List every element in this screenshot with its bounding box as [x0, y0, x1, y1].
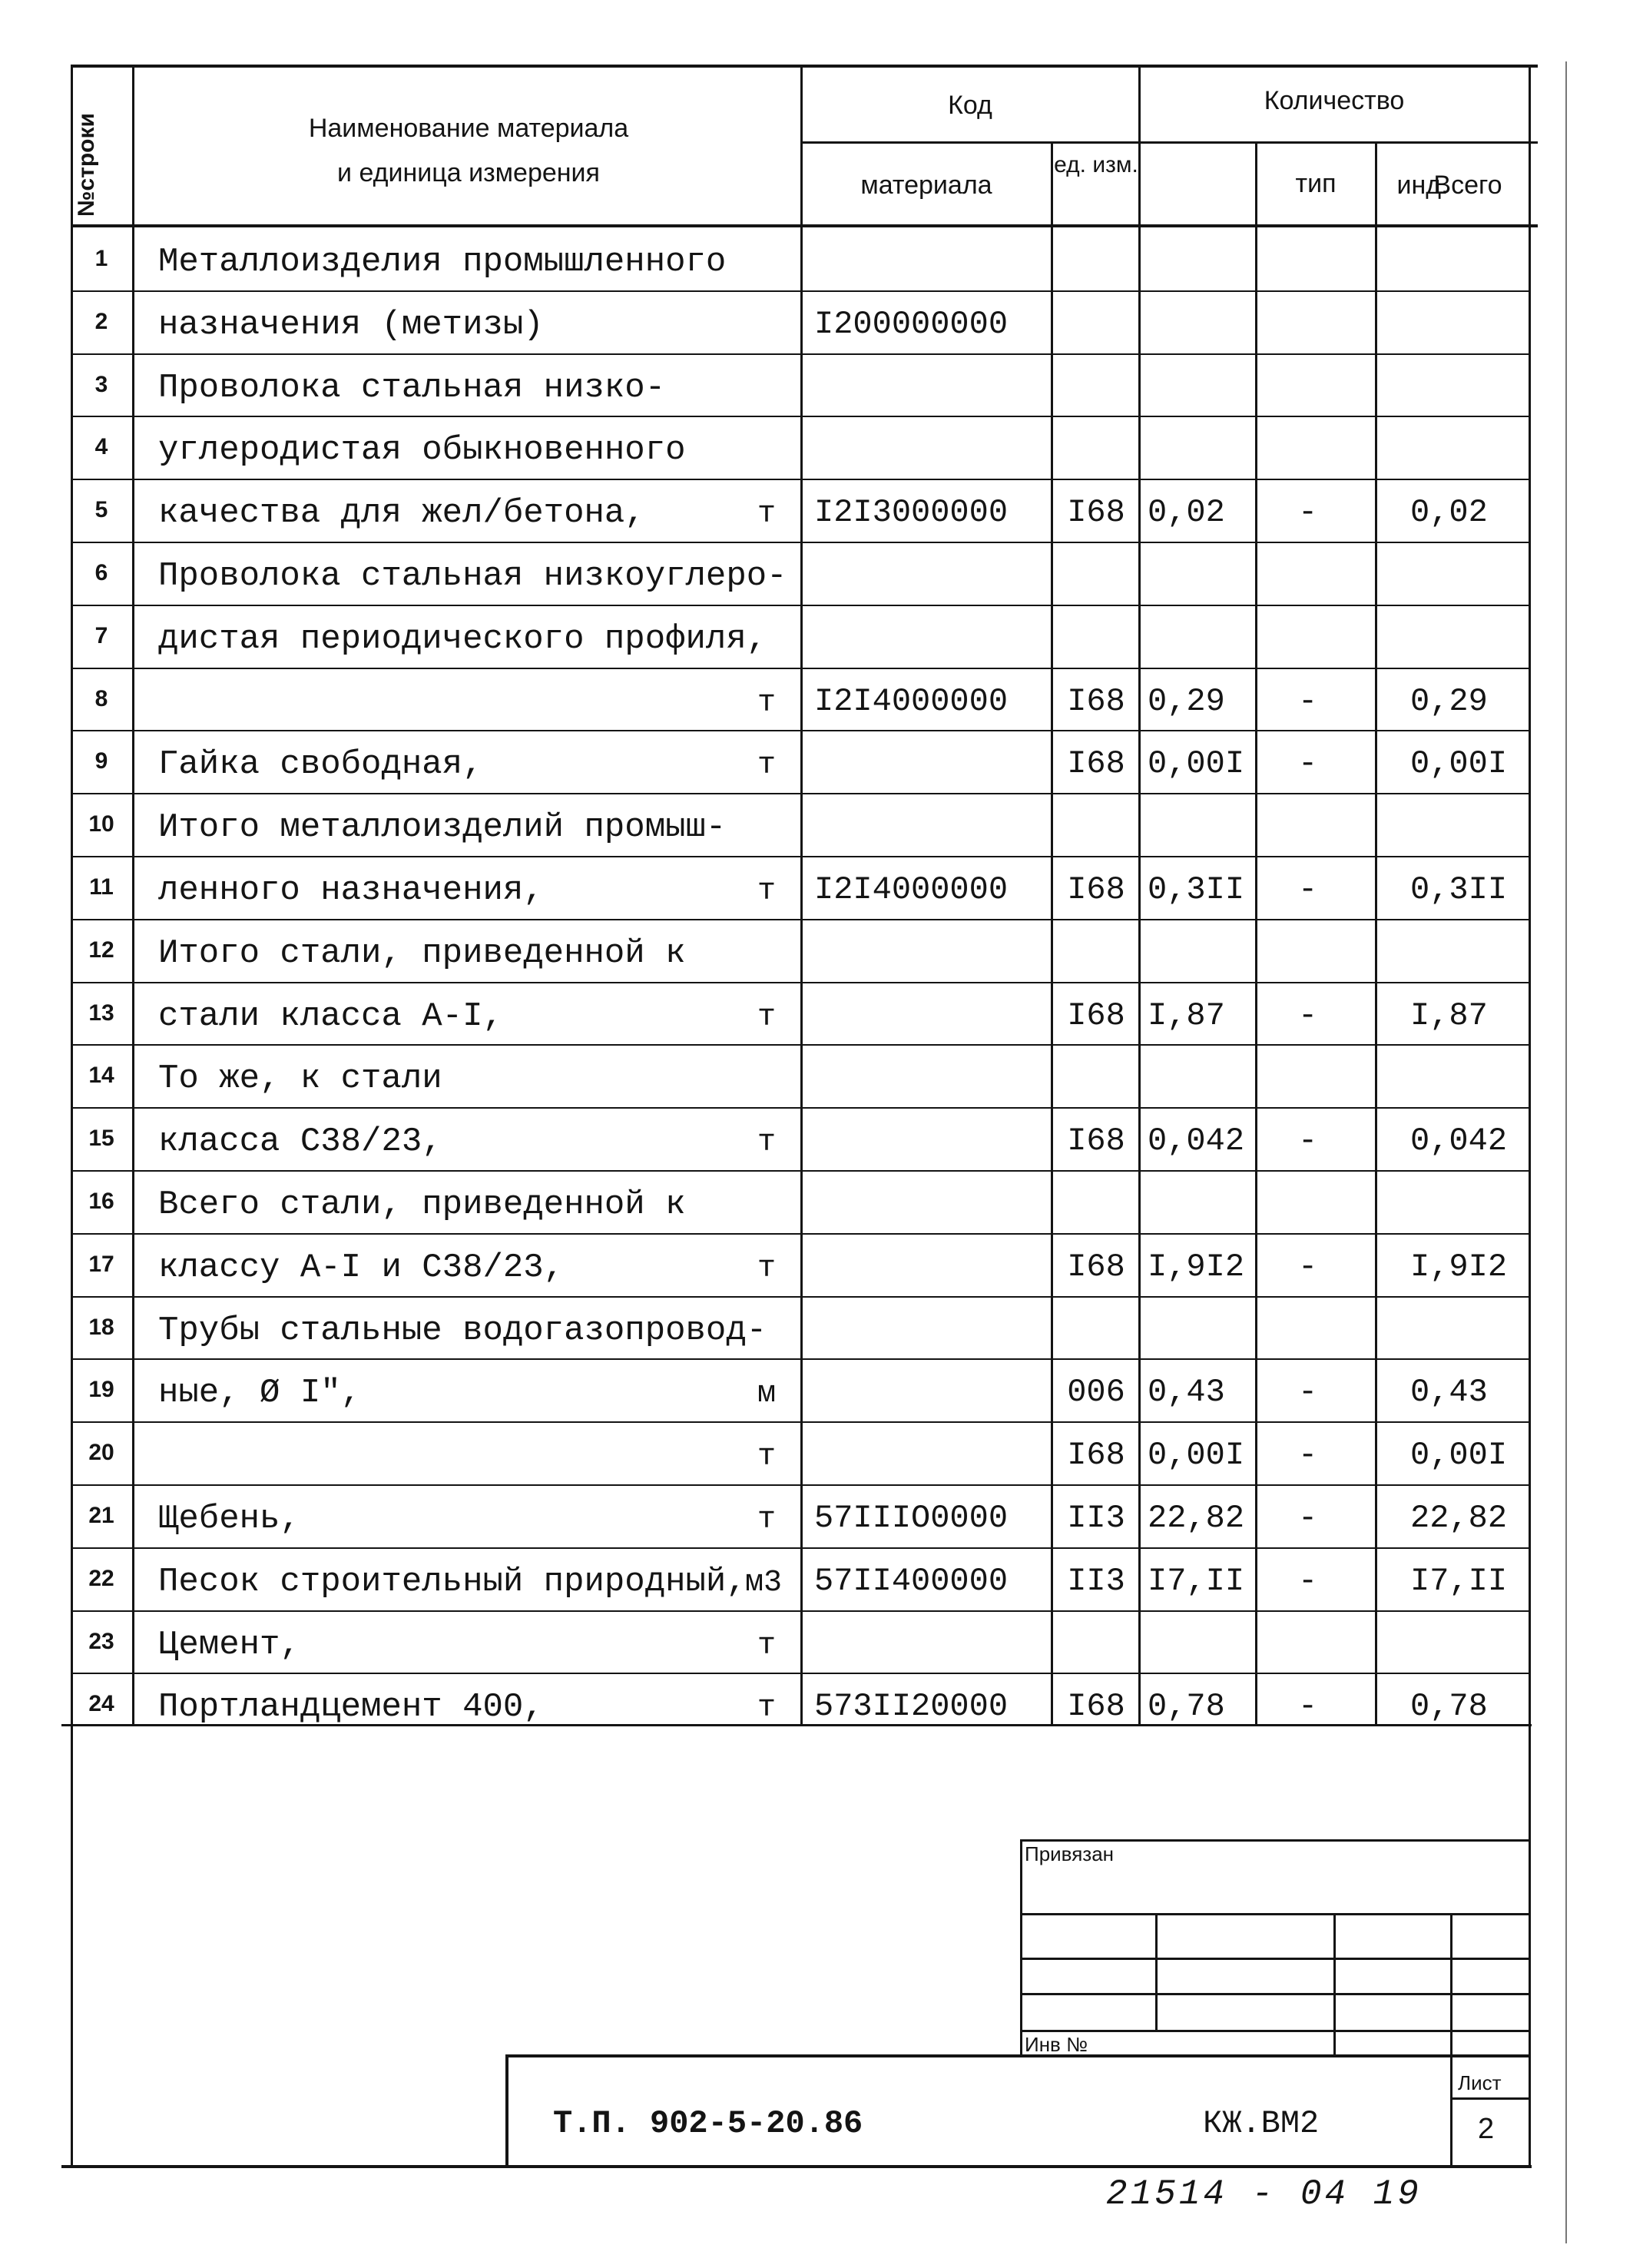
- measure-unit: т: [757, 1691, 777, 1726]
- qty-type: 0,78: [1148, 1688, 1225, 1726]
- row-number: 6: [94, 560, 108, 585]
- header-unit: ед. изм.: [1054, 152, 1138, 177]
- material-name: Итого металлоизделий промыш-: [158, 808, 727, 847]
- material-name: дистая периодического профиля,: [158, 619, 767, 658]
- qty-total: 0,78: [1410, 1688, 1488, 1726]
- row-divider: [71, 1044, 1530, 1046]
- row-divider: [71, 1547, 1530, 1549]
- qty-ind: -: [1298, 745, 1318, 783]
- header-code: Код: [948, 91, 992, 120]
- privyazan-label: Привязан: [1025, 1842, 1115, 1865]
- tb-left-line: [1020, 1839, 1022, 2056]
- row-divider: [71, 479, 1530, 480]
- material-code: 57IIIO0000: [814, 1500, 1009, 1537]
- qty-type: 0,00I: [1148, 1437, 1245, 1474]
- row-divider: [71, 1296, 1530, 1298]
- tb-line-1: [1020, 1839, 1529, 1842]
- header-row-number: №строки: [74, 113, 99, 217]
- header-ind: инд.: [1396, 171, 1449, 200]
- handwritten-archive-number: 21514 - 04 19: [1106, 2174, 1422, 2214]
- qty-total: 0,00I: [1410, 1437, 1508, 1474]
- row-number: 12: [88, 937, 114, 963]
- qty-type: I,87: [1148, 996, 1225, 1034]
- material-code: I2I4000000: [814, 682, 1009, 720]
- measure-unit: т: [757, 497, 777, 532]
- header-name-sub: и единица измерения: [337, 158, 600, 187]
- row-divider: [71, 1107, 1530, 1109]
- qty-ind: -: [1298, 1248, 1318, 1285]
- qty-ind: -: [1298, 871, 1318, 908]
- qty-ind: -: [1298, 1562, 1318, 1600]
- tb-col-1: [1155, 1913, 1158, 2030]
- material-name: класса С38/23,: [158, 1122, 442, 1162]
- material-name: Трубы стальные водогазопровод-: [158, 1311, 767, 1350]
- material-name: Итого стали, приведенной к: [158, 933, 686, 973]
- material-name: ленного назначения,: [158, 871, 544, 910]
- unit-code: I68: [1067, 1248, 1125, 1285]
- inventory-label: Инв №: [1025, 2033, 1088, 2056]
- row-number: 20: [88, 1440, 114, 1466]
- row-number: 1: [94, 246, 108, 271]
- col-ind-line: [1375, 141, 1377, 1726]
- row-divider: [71, 1358, 1530, 1360]
- row-divider: [71, 416, 1530, 417]
- row-number: 10: [88, 811, 114, 837]
- qty-total: 0,02: [1410, 494, 1488, 532]
- row-number: 19: [88, 1377, 114, 1403]
- unit-code: I68: [1067, 745, 1125, 783]
- measure-unit: т: [757, 1251, 777, 1286]
- row-number: 7: [94, 622, 108, 648]
- material-code: I2I3000000: [814, 494, 1009, 532]
- unit-code: I68: [1067, 996, 1125, 1034]
- sheet-label: Лист: [1458, 2071, 1502, 2094]
- row-divider: [71, 1484, 1530, 1486]
- measure-unit: т: [757, 1628, 777, 1663]
- unit-code: I68: [1067, 1122, 1125, 1160]
- row-divider: [71, 1673, 1530, 1674]
- row-divider: [71, 353, 1530, 355]
- row-number: 18: [88, 1314, 114, 1340]
- header-type: тип: [1295, 169, 1337, 198]
- material-name: качества для жел/бетона,: [158, 494, 645, 533]
- stamp-top-line: [505, 2054, 1530, 2057]
- material-code: 57II400000: [814, 1562, 1009, 1600]
- material-name: Песок строительный природный,: [158, 1562, 747, 1601]
- col-code-line: [1051, 141, 1053, 1726]
- unit-code: I68: [1067, 494, 1125, 532]
- measure-unit: т: [757, 1440, 777, 1475]
- qty-ind: -: [1298, 1122, 1318, 1160]
- row-divider: [71, 1421, 1530, 1423]
- row-divider: [71, 290, 1530, 292]
- row-divider: [71, 919, 1530, 920]
- frame-right-line: [1529, 65, 1531, 2167]
- row-number: 9: [94, 748, 108, 774]
- right-margin-line: [1565, 61, 1567, 2243]
- row-number: 24: [88, 1691, 114, 1717]
- measure-unit: м: [757, 1377, 777, 1412]
- unit-code: 006: [1067, 1374, 1125, 1411]
- material-code: 573II20000: [814, 1688, 1009, 1726]
- qty-ind: -: [1298, 996, 1318, 1034]
- sheet-box-line: [1450, 2097, 1530, 2100]
- measure-unit: т: [757, 748, 777, 784]
- tb-col-3: [1450, 1913, 1452, 2167]
- unit-code: II3: [1067, 1500, 1125, 1537]
- material-name: назначения (метизы): [158, 305, 544, 344]
- measure-unit: т: [757, 1126, 777, 1161]
- material-name: Металлоизделия промышленного: [158, 243, 727, 281]
- col-unit-line: [1138, 65, 1141, 1726]
- qty-type: 0,02: [1148, 494, 1225, 532]
- row-divider: [71, 982, 1530, 983]
- measure-unit: т: [757, 685, 777, 721]
- row-number: 11: [89, 874, 114, 900]
- unit-code: II3: [1067, 1562, 1125, 1600]
- row-number: 5: [94, 497, 108, 523]
- qty-total: 0,3II: [1410, 871, 1508, 908]
- header-bottom-border: [71, 224, 1538, 227]
- qty-total: 0,042: [1410, 1122, 1508, 1160]
- material-name: Портландцемент 400,: [158, 1688, 544, 1727]
- sheet-code: КЖ.ВМ2: [1203, 2105, 1320, 2142]
- row-number: 4: [94, 434, 108, 460]
- qty-total: 0,29: [1410, 682, 1488, 720]
- col-name-line: [800, 65, 803, 1726]
- material-name: То же, к стали: [158, 1059, 442, 1099]
- tb-col-2: [1333, 1913, 1336, 2056]
- measure-unit: м3: [745, 1565, 783, 1600]
- qty-total: 0,43: [1410, 1374, 1488, 1411]
- row-divider: [71, 1610, 1530, 1612]
- measure-unit: т: [757, 1000, 777, 1035]
- qty-total: 0,00I: [1410, 745, 1508, 783]
- qty-ind: -: [1298, 1688, 1318, 1726]
- row-number: 8: [94, 685, 108, 711]
- row-number: 2: [94, 308, 108, 334]
- material-name: Всего стали, приведенной к: [158, 1185, 686, 1224]
- row-divider: [71, 730, 1530, 731]
- row-number: 23: [88, 1628, 114, 1654]
- material-code: I2I4000000: [814, 871, 1009, 908]
- document-number: Т.П. 902-5-20.86: [553, 2105, 863, 2142]
- measure-unit: т: [757, 1503, 777, 1537]
- material-name: Цемент,: [158, 1625, 300, 1664]
- col-type-line: [1255, 141, 1257, 1726]
- unit-code: I68: [1067, 871, 1125, 908]
- qty-ind: -: [1298, 682, 1318, 720]
- material-name: стали класса А-I,: [158, 996, 503, 1036]
- material-name: Щебень,: [158, 1500, 300, 1538]
- material-code: I200000000: [814, 305, 1009, 343]
- qty-type: 0,3II: [1148, 871, 1245, 908]
- row-number: 16: [88, 1189, 114, 1214]
- unit-code: I68: [1067, 682, 1125, 720]
- qty-ind: -: [1298, 1500, 1318, 1537]
- material-name: Проволока стальная низко-: [158, 368, 666, 407]
- qty-type: 0,042: [1148, 1122, 1245, 1160]
- row-divider: [71, 542, 1530, 543]
- qty-ind: -: [1298, 1374, 1318, 1411]
- qty-total: 22,82: [1410, 1500, 1508, 1537]
- qty-type: 0,43: [1148, 1374, 1225, 1411]
- material-name: ные, Ø I",: [158, 1374, 362, 1413]
- row-divider: [71, 793, 1530, 794]
- qty-total: I,9I2: [1410, 1248, 1508, 1285]
- qty-type: 0,29: [1148, 682, 1225, 720]
- row-number: 21: [88, 1503, 114, 1528]
- table-top-border: [71, 65, 1538, 68]
- material-name: углеродистая обыкновенного: [158, 431, 686, 470]
- qty-type: 0,00I: [1148, 745, 1245, 783]
- material-name: Проволока стальная низкоуглеро-: [158, 557, 787, 595]
- row-number: 17: [88, 1251, 114, 1277]
- header-total: Всего: [1433, 171, 1502, 200]
- row-number: 22: [88, 1565, 114, 1591]
- unit-code: I68: [1067, 1688, 1125, 1726]
- qty-ind: -: [1298, 1437, 1318, 1474]
- row-number: 15: [88, 1126, 114, 1152]
- qty-type: I7,II: [1148, 1562, 1245, 1600]
- qty-type: I,9I2: [1148, 1248, 1245, 1285]
- row-divider: [71, 605, 1530, 606]
- measure-unit: т: [757, 874, 777, 909]
- row-divider: [71, 1233, 1530, 1235]
- header-quantity: Количество: [1264, 86, 1405, 115]
- col-rownum-line: [132, 65, 134, 1726]
- unit-code: I68: [1067, 1437, 1125, 1474]
- qty-total: I,87: [1410, 996, 1488, 1034]
- page-bottom-border: [61, 2165, 1532, 2168]
- row-number: 3: [94, 371, 108, 397]
- row-number: 14: [88, 1063, 114, 1089]
- qty-type: 22,82: [1148, 1500, 1245, 1537]
- row-number: 13: [88, 1000, 114, 1026]
- stamp-left-line: [505, 2054, 508, 2168]
- row-divider: [71, 856, 1530, 857]
- header-sub-border: [800, 141, 1538, 144]
- qty-total: I7,II: [1410, 1562, 1508, 1600]
- row-divider: [71, 1170, 1530, 1172]
- material-name: Гайка свободная,: [158, 745, 483, 784]
- material-name: классу А-I и С38/23,: [158, 1248, 565, 1287]
- row-divider: [71, 668, 1530, 669]
- sheet-number: 2: [1478, 2113, 1495, 2145]
- qty-ind: -: [1298, 494, 1318, 532]
- header-material: материала: [860, 171, 992, 200]
- header-name: Наименование материала: [308, 114, 629, 143]
